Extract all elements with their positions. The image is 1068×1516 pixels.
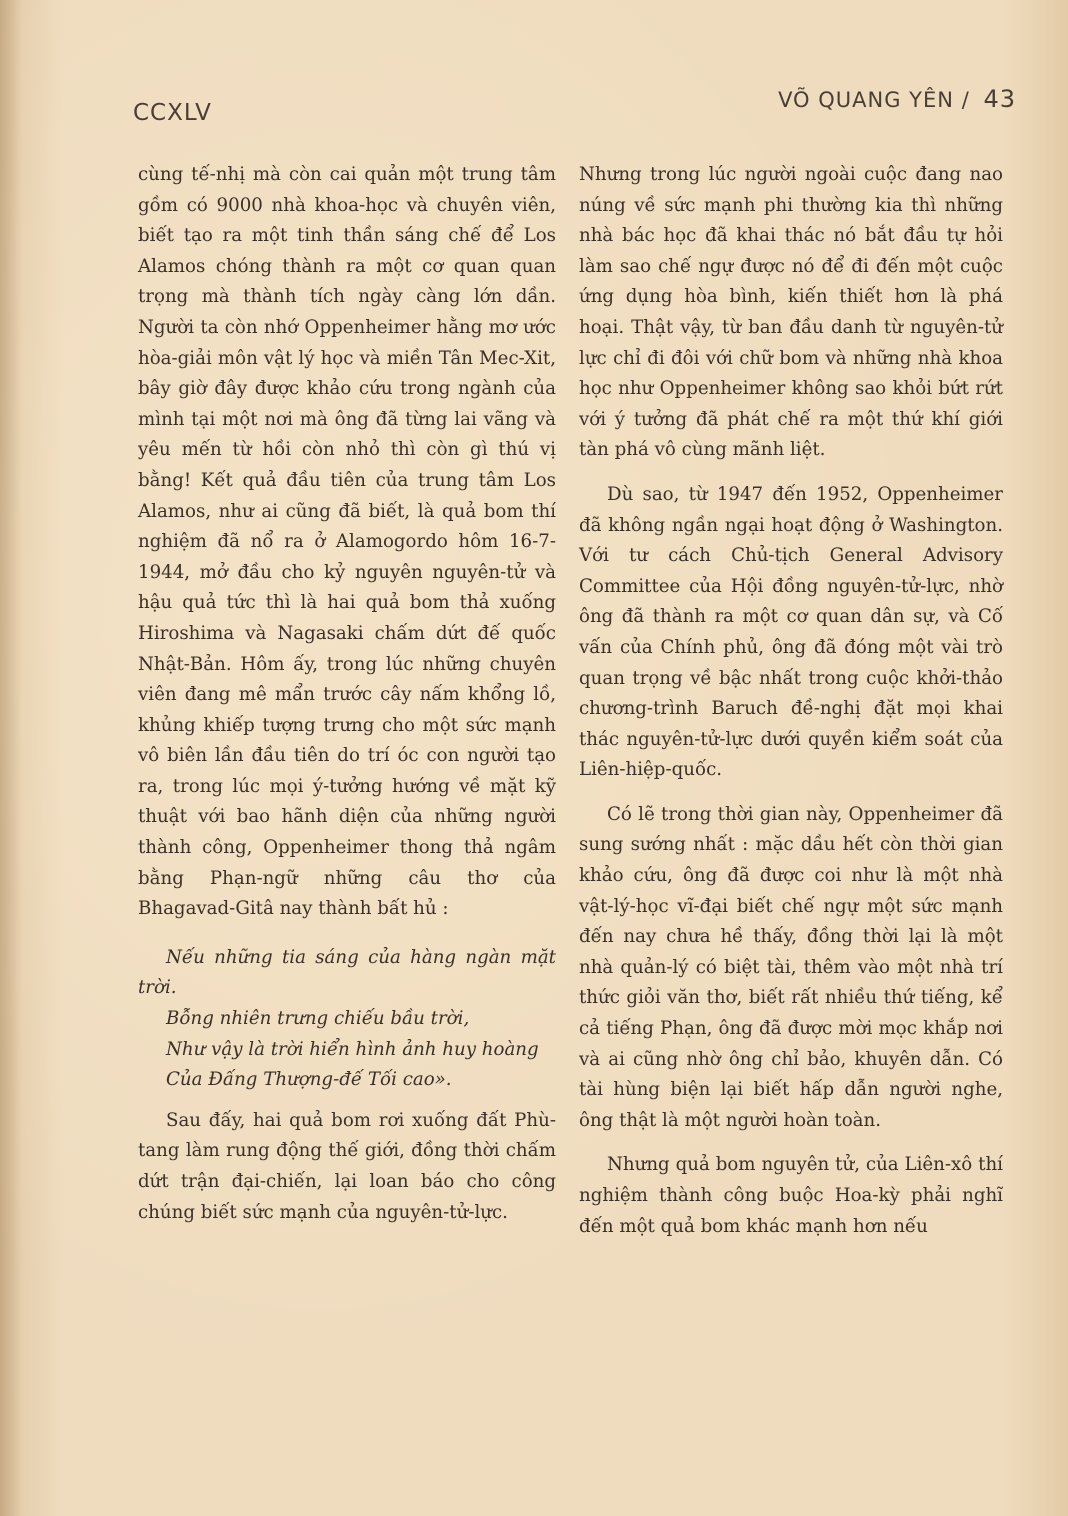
paragraph: Nhưng trong lúc người ngoài cuộc đang nao núng về sức mạnh phi thường kia thì những nhà bác học đã khai thác nó bắt đầu tự hỏi làm sao chế ngự được nó để đi đến một cuộc ứng dụng hòa bình, kiến thiết hơn là phá hoại. Thật vậy, từ ban đầu danh từ nguyên-tử lực chỉ đi đôi với chữ bom và những nhà khoa học như Oppenheimer không sao khỏi bứt rứt với ý tưởng đã phát chế ra một thứ khí giới tàn phá vô cùng mãnh liệt. xyxy=(579,164,1003,461)
right-column xyxy=(579,160,1003,1242)
page-edge-shadow xyxy=(0,0,22,1516)
author-name: VÕ QUANG YÊN xyxy=(778,88,954,112)
running-header-right xyxy=(778,85,1016,113)
paragraph: cùng tế-nhị mà còn cai quản một trung tâm gồm có 9000 nhà khoa-học và chuyên viên, biết tạo ra một tinh thần sáng chế để Los Alamos chóng thành ra một cơ quan quan trọng mà thành tích ngày càng lớn dần. Người ta còn nhớ Oppenheimer hằng mơ ước hòa-giải môn vật lý học và miền Tân Mec-Xit, bây giờ đây được khảo cứu trong ngành của mình tại một nơi mà ông đã từng lai vãng và yêu mến từ hồi còn nhỏ thì còn gì thú vị bằng! Kết quả đầu tiên của trung tâm Los Alamos, như ai cũng đã biết, là quả bom thí nghiệm đã nổ ra ở Alamogordo hôm 16-7-1944, mở đầu cho kỷ nguyên nguyên-tử và hậu quả tức thì là hai quả bom thả xuống Hiroshima và Nagasaki chấm dứt đế quốc Nhật-Bản. Hôm ấy, trong lúc những chuyên viên đang mê mẩn trước cây nấm khổng lồ, khủng khiếp tượng trưng cho một sức mạnh vô biên lần đầu tiên do trí óc con người tạo ra, trong lúc mọi ý-tưởng hướng về mặt kỹ thuật với bao hãnh diện của những người thành công, Oppenheimer thong thả ngâm bằng Phạn-ngữ những câu thơ của Bhagavad-Gitâ nay thành bất hủ : xyxy=(138,164,556,920)
verse-line: Bỗng nhiên trưng chiếu bầu trời, xyxy=(166,1008,470,1030)
page-number: 43 xyxy=(983,85,1016,113)
verse-line: Của Đấng Thượng-đế Tối cao». xyxy=(166,1069,452,1091)
left-column xyxy=(138,160,556,1228)
paragraph: Sau đấy, hai quả bom rơi xuống đất Phù-tang làm rung động thế giới, đồng thời chấm dứt trận đại-chiến, lại loan báo cho công chúng biết sức mạnh của nguyên-tử-lực. xyxy=(138,1109,556,1223)
verse-line: Như vậy là trời hiển hình ảnh huy hoàng xyxy=(166,1038,539,1060)
paragraph: Nhưng quả bom nguyên tử, của Liên-xô thí nghiệm thành công buộc Hoa-kỳ phải nghĩ đến một quả bom khác mạnh hơn nếu xyxy=(579,1154,1003,1237)
paragraph: Dù sao, từ 1947 đến 1952, Oppenheimer đã không ngần ngại hoạt động ở Washington. Với tư cách Chủ-tịch General Advisory Committee của Hội đồng nguyên-tử-lực, nhờ ông đã thành ra một cơ quan dân sự, và Cố vấn của Chính phủ, ông đã đóng một vài trò quan trọng về bậc nhất trong cuộc khởi-thảo chương-trình Baruch đề-nghị đặt mọi khai thác nguyên-tử-lực dưới quyền kiểm soát của Liên-hiệp-quốc. xyxy=(579,483,1003,781)
header-separator: / xyxy=(961,88,970,112)
verse-line: Nếu những tia sáng của hàng ngàn mặt trời. xyxy=(138,946,556,999)
paragraph: Có lẽ trong thời gian này, Oppenheimer đã sung sướng nhất : mặc dầu hết còn thời gian khảo cứu, ông đã được coi như là một nhà vật-lý-học vĩ-đại biết chế ngự một sức mạnh đến nay chưa hề thấy, đồng thời lại là một nhà quản-lý có biệt tài, thêm vào một nhà trí thức giỏi văn thơ, biết rất nhiều thứ tiếng, kể cả tiếng Phạn, ông đã được mời mọc khắp nơi và ai cũng nhờ ông chỉ bảo, khuyên dẫn. Có tài hùng biện lại biết hấp dẫn người nghe, ông thật là một người hoàn toàn. xyxy=(579,803,1003,1131)
running-header-left: CCXLV xyxy=(133,100,212,126)
